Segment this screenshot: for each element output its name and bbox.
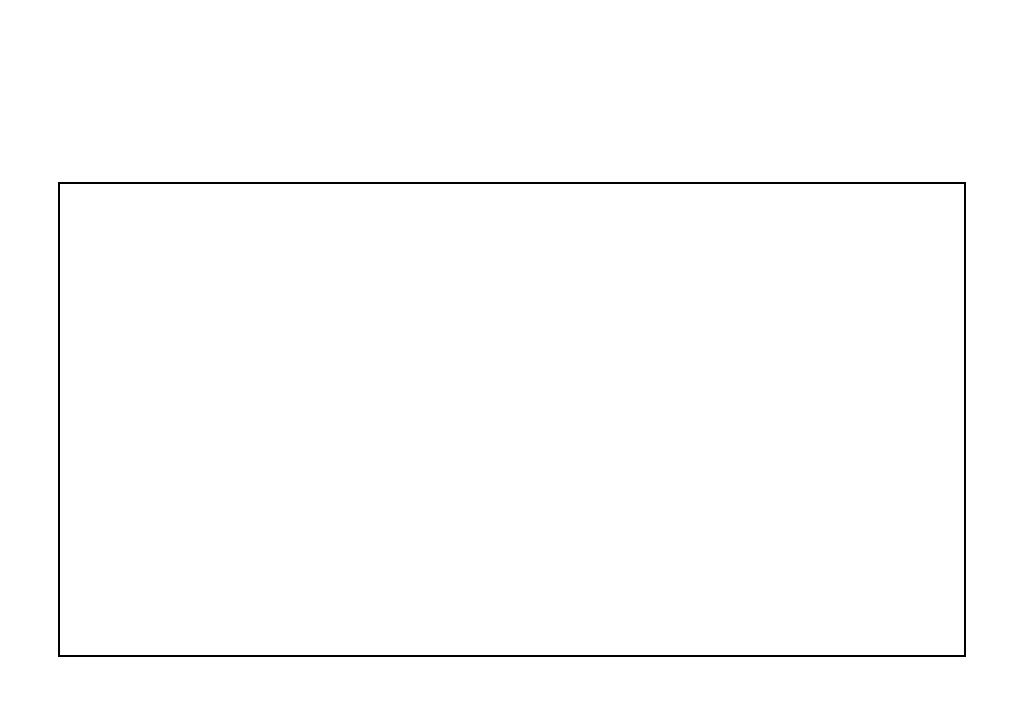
menu-body: [58, 182, 966, 657]
menu-table: [58, 139, 966, 657]
week-title: [279, 99, 309, 124]
day-header-row: [77, 139, 966, 182]
